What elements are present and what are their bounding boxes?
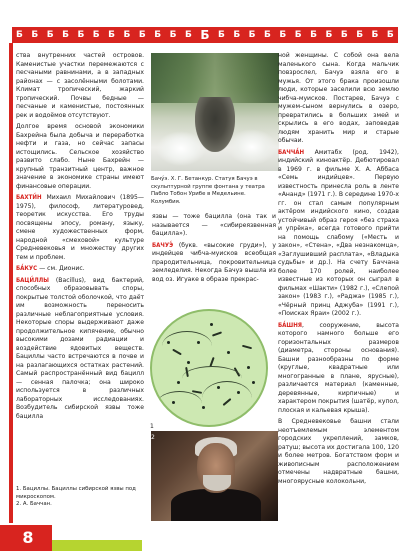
figure-number: 1 <box>150 423 154 430</box>
header-letter: Б <box>46 30 54 40</box>
coat <box>171 489 261 521</box>
header-letter: Б <box>92 30 100 40</box>
figure-number: 2 <box>151 434 155 441</box>
header-letter: Б <box>154 30 162 40</box>
alphabet-header <box>12 27 398 43</box>
statue <box>195 97 235 152</box>
header-letter: Б <box>310 30 317 40</box>
spore-dot <box>210 323 213 326</box>
header-letter: Б <box>325 30 333 40</box>
page-number: 8 <box>22 528 34 547</box>
entry-bakhtin <box>16 194 144 262</box>
caption-bacilli: 1. Бациллы. Бациллы сибирской язвы под микроскопом. <box>16 486 136 500</box>
header-letter: Б <box>233 30 241 40</box>
caption-bachchan: 2. А. Баччан. <box>16 501 52 507</box>
entry-text: , сооружение, высота которого намного больше его горизонтальных размеров (диаметра, стороны основания). Башни разнообразны по форме (круглые, квадратные или многогранные в плане, ярусные), различается материал (каменные, деревянные, кирпичные) и характером покрытия (шатёр, купол, плоская и кальевая крыша). <box>278 321 399 414</box>
header-letter: Б <box>264 30 271 40</box>
spore-dot <box>227 351 230 354</box>
header-letter: Б <box>217 30 225 40</box>
paragraph: ства внутренних частей островов. Каменистые участки перемежаются с песчаными равнинами, а в западных районах — с засолёнными болотами. Климат тропический, жаркий тропический. Почвы бедные — песчаные и каменистые, постоянных рек и водоёмов отсутствуют. <box>16 52 144 119</box>
header-letter: Б <box>200 28 210 42</box>
bacillus-rod <box>242 345 252 350</box>
spore-dot <box>252 381 255 384</box>
entry-term: БАЦИ́ЛЛЫ <box>16 276 49 284</box>
header-letter: Б <box>31 30 39 40</box>
flagellum <box>157 391 202 416</box>
header-letter: Б <box>77 30 85 40</box>
header-letter: Б <box>279 30 287 40</box>
entry-bachchan <box>278 149 399 319</box>
header-letter: Б <box>340 30 348 40</box>
entry-text: Амитабх (род. 1942), индийский киноактёр. Дебютировал в 1969 г. в фильме Х. А. Аббаса «Семь индийцев». Первую известность принесла роль в ленте «Ананд» (1971 г.). В середине 1970-х гг. он стал самым популярным актёром индийского кино, создав устойчивый образ героя «без страха и упрёка», всегда готового прийти на помощь слабому («Месть и закон», «Стена», «Два незнакомца», «Заглушивший расплата», «Владыка судьбы» и др.). На счету Баччана более 170 ролей, наиболее известные из которых он сыграл в фильмах «Шакти» (1982 г.), «Слепой закон» (1983 г.), «Раджа» (1985 г.), «Чёрный принц Аджуба» (1991 г.), «Поисках Яраи» (2002 г.). <box>278 148 399 317</box>
entry-term: БАЧУЭ́ <box>152 241 174 249</box>
left-border <box>9 43 13 523</box>
flagellum <box>202 381 252 416</box>
bacillus-rod <box>212 331 222 336</box>
figure-captions <box>16 486 146 509</box>
text-column-3 <box>278 52 399 489</box>
header-letter: Б <box>169 30 177 40</box>
portrait-photo <box>151 431 278 521</box>
entry-term: БАЧЧА́Н <box>278 148 305 156</box>
header-letter: Б <box>62 30 69 40</box>
entry-bakus <box>16 265 144 274</box>
entry-term: БА́ШНЯ <box>278 321 303 329</box>
text-column-1 <box>16 52 144 424</box>
entry-text: Михаил Михайлович (1895—1975), философ, литературовед, теоретик искусства. Его труды посвящены эпосу, роману, языку, смене художественных форм, народной «смеховой» культуре Средневековья и множеству других тем и проблем. <box>16 194 144 261</box>
entry-bachue <box>152 242 276 285</box>
entry-text: (букв. «высокие груди»), у индейцев чибча-муисков всеобщая прародительница, покровительница земледелия. Некогда Бачуэ вышла из вод оз. Игуаке в образе прекрас- <box>152 241 276 283</box>
entry-text: (Bacillus), вид бактерий, способных образовывать споры, покрытые толстой оболочкой, что даёт им возможность переносить различные неблагоприятные условия. Некоторые споры выдерживают даже продолжительное кипячение, обычно высокими дозами радиации и воздействие ядовитых веществ. Бациллы часто встречаются в почве и на разлагающихся остатках растений. Самый распространённый вид бацилл — сенная палочка; она широко используется в различных лабораторных исследованиях. Возбудитель сибирской язвы тоже бацилла <box>16 276 144 420</box>
paragraph: ной женщины. С собой она вела маленького сына. Когда мальчик повзрослел, Бачуэ взяла его в мужья. От этого брака произошли люди, которые заселили всю землю чибча-муисков. Постарев, Бачуэ с мужем-сыном вернулись в озеро, превратились в больших змей и скрылись в его водах, заповедав людям хранить мир и старые обычаи. <box>278 52 399 144</box>
beard <box>203 475 231 491</box>
spore-dot <box>187 361 190 364</box>
header-letter: Б <box>371 30 379 40</box>
bacilli-micrograph <box>150 309 268 427</box>
header-letter: Б <box>386 30 394 40</box>
entry-batsilly <box>16 277 144 422</box>
fountain-statue-photo <box>151 53 279 171</box>
header-letter: Б <box>184 30 192 40</box>
spore-dot <box>247 366 250 369</box>
entry-term: БАХТИ́Н <box>16 194 42 201</box>
header-letter: Б <box>248 30 256 40</box>
flagellum <box>162 331 212 361</box>
entry-text: — см. Дионис. <box>37 265 85 272</box>
footer-strip <box>52 540 142 551</box>
paragraph: В Средневековье башни стали неотъемлемым элементом городских укреплений, замков, ратуш; высота их достигала 100, 120 и более метров. Богатством форм и живописным расположением отмечены надвратные башни, многоярусные колокольни, <box>278 418 399 485</box>
paragraph: Долгое время основой экономики Бахрейна была добыча и переработка нефти и газа, но сейчас запасы истощились. Сельское хозяйство развито слабо. Ныне Бахрейн — крупный транзитный центр, важное значение в экономике страны имеют финансовые операции. <box>16 123 144 190</box>
entry-term: БА́КУС <box>16 265 38 272</box>
photo-caption: Бачу́э. Х. Г. Бетанкур. Статуя Бачуэ в скульптурной группе фонтана у театра Пабло Тобон Урибе в Медельине. Колумбия. <box>151 176 265 205</box>
entry-bashnya <box>278 322 399 416</box>
trees-background <box>151 53 279 103</box>
spore-dot <box>177 381 180 384</box>
header-letter: Б <box>356 30 364 40</box>
header-letter: Б <box>294 30 302 40</box>
header-letter: Б <box>16 30 23 40</box>
header-letter: Б <box>108 30 116 40</box>
header-letter: Б <box>138 30 146 40</box>
text-column-2 <box>152 213 276 287</box>
header-letter: Б <box>123 30 131 40</box>
paragraph: язвы — тоже бацилла (она так и называется — «сибиреязвенная бацилла»). <box>152 213 276 237</box>
